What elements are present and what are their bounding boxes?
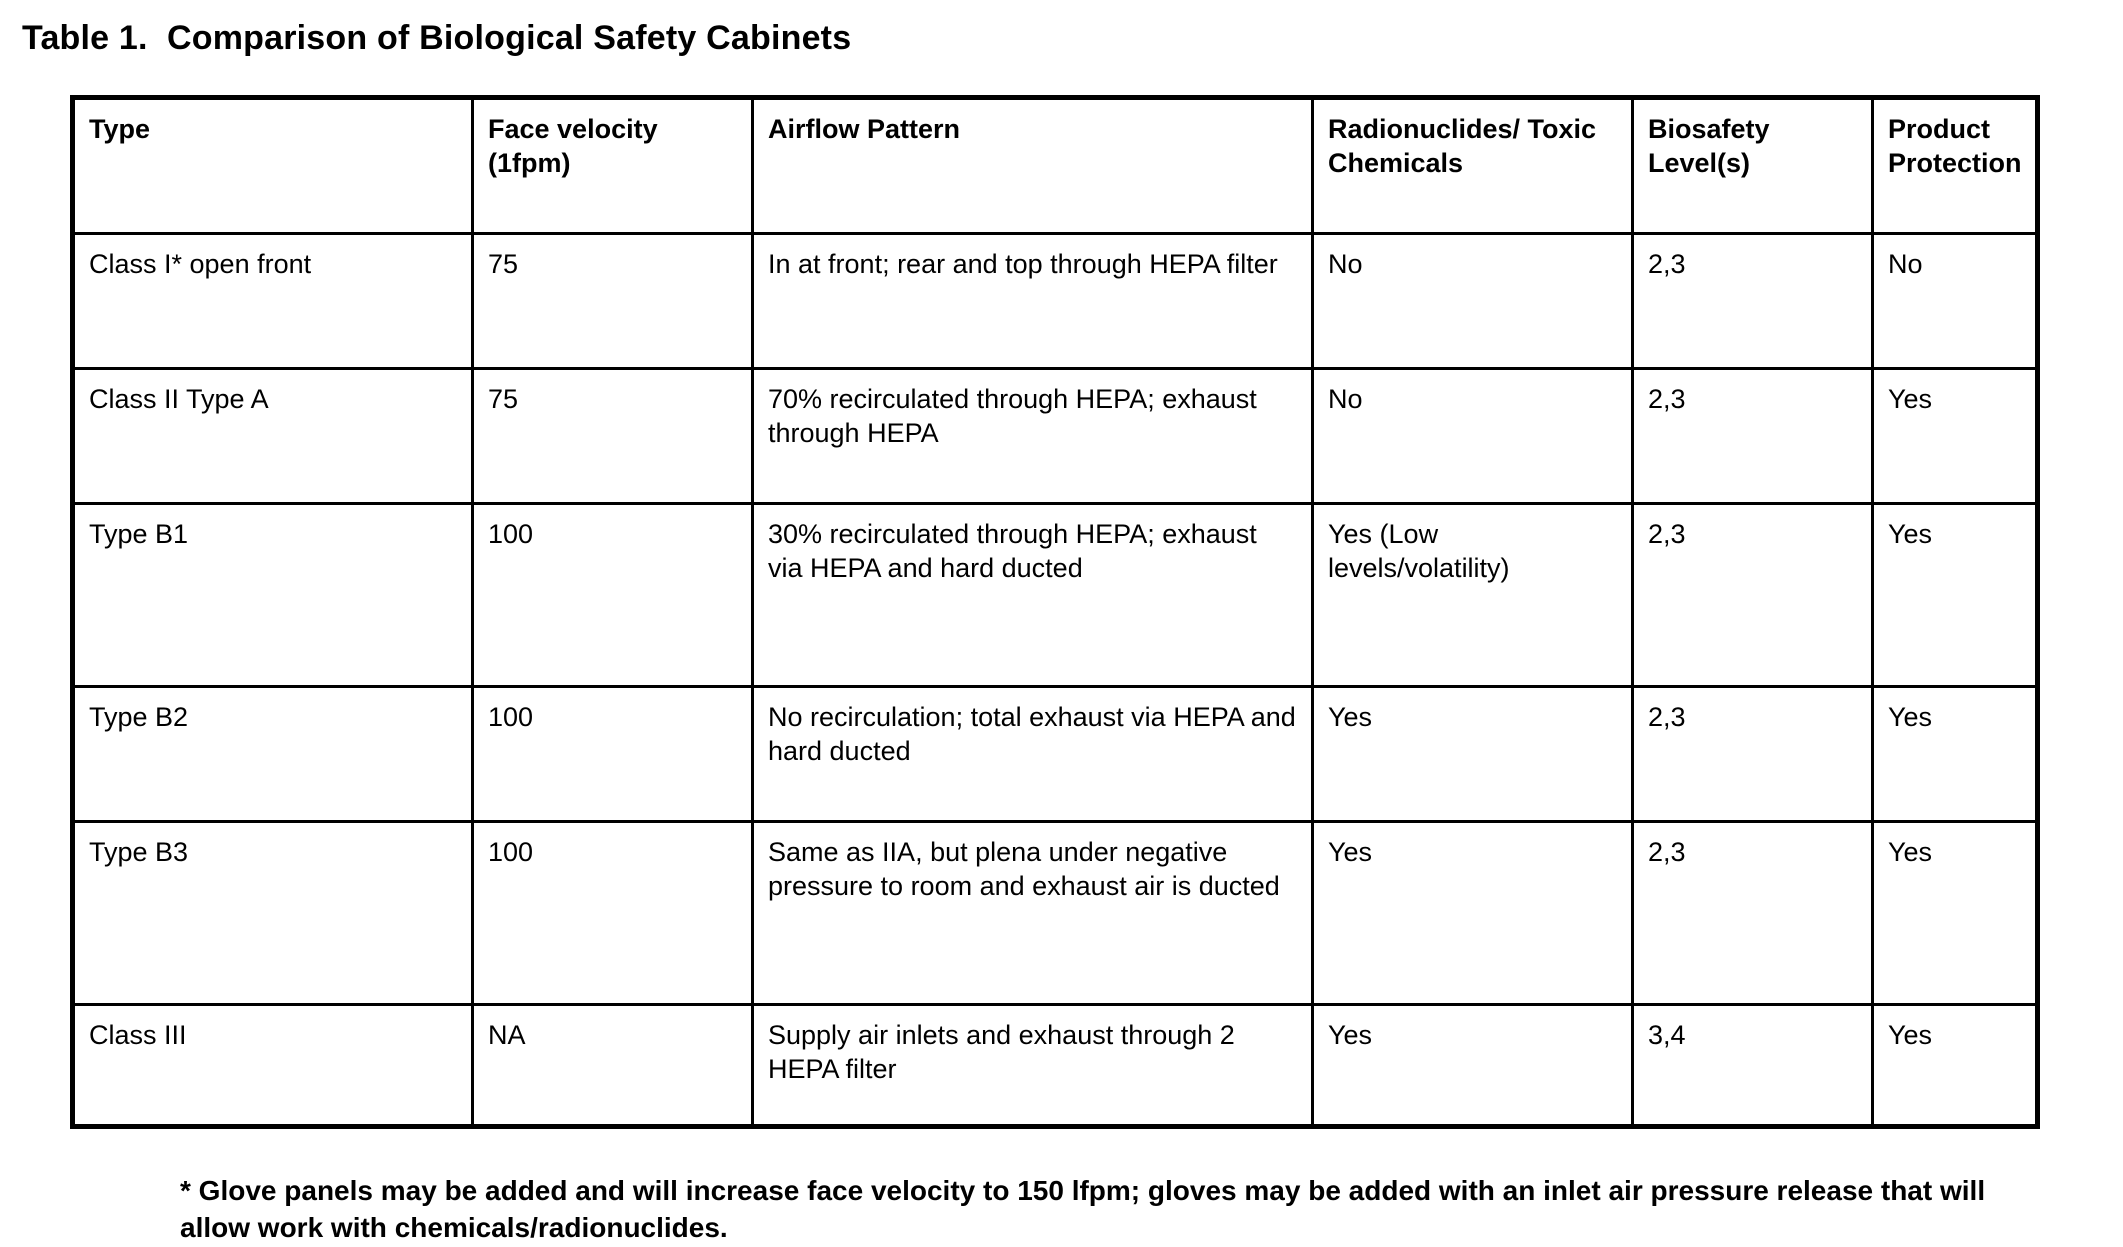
cell-biosafety: 2,3 — [1633, 503, 1873, 686]
cell-radionuclides: No — [1313, 368, 1633, 503]
cell-biosafety: 2,3 — [1633, 368, 1873, 503]
column-header-airflow-pattern: Airflow Pattern — [753, 97, 1313, 233]
cell-airflow: No recirculation; total exhaust via HEPA and hard ducted — [753, 686, 1313, 821]
cell-airflow: Supply air inlets and exhaust through 2 HEPA filter — [753, 1004, 1313, 1126]
cell-airflow: Same as IIA, but plena under negative pressure to room and exhaust air is ducted — [753, 821, 1313, 1004]
document-page — [0, 18, 2123, 1243]
cell-type: Type B2 — [73, 686, 473, 821]
cell-type: Type B3 — [73, 821, 473, 1004]
cell-biosafety: 2,3 — [1633, 821, 1873, 1004]
cell-radionuclides: No — [1313, 233, 1633, 368]
cell-face-velocity: 100 — [473, 503, 753, 686]
cell-product: Yes — [1873, 1004, 2038, 1126]
cell-biosafety: 2,3 — [1633, 233, 1873, 368]
cell-airflow: In at front; rear and top through HEPA filter — [753, 233, 1313, 368]
column-header-type: Type — [73, 97, 473, 233]
cell-airflow: 30% recirculated through HEPA; exhaust via HEPA and hard ducted — [753, 503, 1313, 686]
table-row — [73, 233, 2038, 368]
cell-face-velocity: 75 — [473, 368, 753, 503]
table-row — [73, 503, 2038, 686]
comparison-table-container — [70, 95, 2035, 1129]
cell-product: Yes — [1873, 821, 2038, 1004]
table-header-row — [73, 97, 2038, 233]
cell-product: Yes — [1873, 368, 2038, 503]
cell-type: Class II Type A — [73, 368, 473, 503]
column-header-radionuclides: Radionuclides/ Toxic Chemicals — [1313, 97, 1633, 233]
page-title: Table 1. Comparison of Biological Safety Cabinets — [22, 19, 852, 57]
cell-product: Yes — [1873, 686, 2038, 821]
column-header-biosafety-level: Biosafety Level(s) — [1633, 97, 1873, 233]
cell-type: Class III — [73, 1004, 473, 1126]
table-header — [73, 97, 2038, 233]
cell-face-velocity: NA — [473, 1004, 753, 1126]
cell-face-velocity: 100 — [473, 686, 753, 821]
cell-biosafety: 3,4 — [1633, 1004, 1873, 1126]
table-row — [73, 368, 2038, 503]
cell-product: No — [1873, 233, 2038, 368]
cell-product: Yes — [1873, 503, 2038, 686]
table-row — [73, 686, 2038, 821]
cell-face-velocity: 75 — [473, 233, 753, 368]
cell-radionuclides: Yes — [1313, 821, 1633, 1004]
cell-biosafety: 2,3 — [1633, 686, 1873, 821]
cell-airflow: 70% recirculated through HEPA; exhaust through HEPA — [753, 368, 1313, 503]
column-header-product-protection: Product Protection — [1873, 97, 2038, 233]
table-row — [73, 821, 2038, 1004]
table-row — [73, 1004, 2038, 1126]
table-body — [73, 233, 2038, 1126]
cell-face-velocity: 100 — [473, 821, 753, 1004]
comparison-table — [70, 95, 2040, 1129]
column-header-face-velocity: Face velocity (1fpm) — [473, 97, 753, 233]
cell-radionuclides: Yes — [1313, 686, 1633, 821]
cell-radionuclides: Yes — [1313, 1004, 1633, 1126]
cell-type: Type B1 — [73, 503, 473, 686]
cell-type: Class I* open front — [73, 233, 473, 368]
cell-radionuclides: Yes (Low levels/volatility) — [1313, 503, 1633, 686]
table-footnote: * Glove panels may be added and will increase face velocity to 150 lfpm; gloves may be added with an inlet air pressure release that will allow work with chemicals/radionuclides. — [180, 1174, 1986, 1243]
